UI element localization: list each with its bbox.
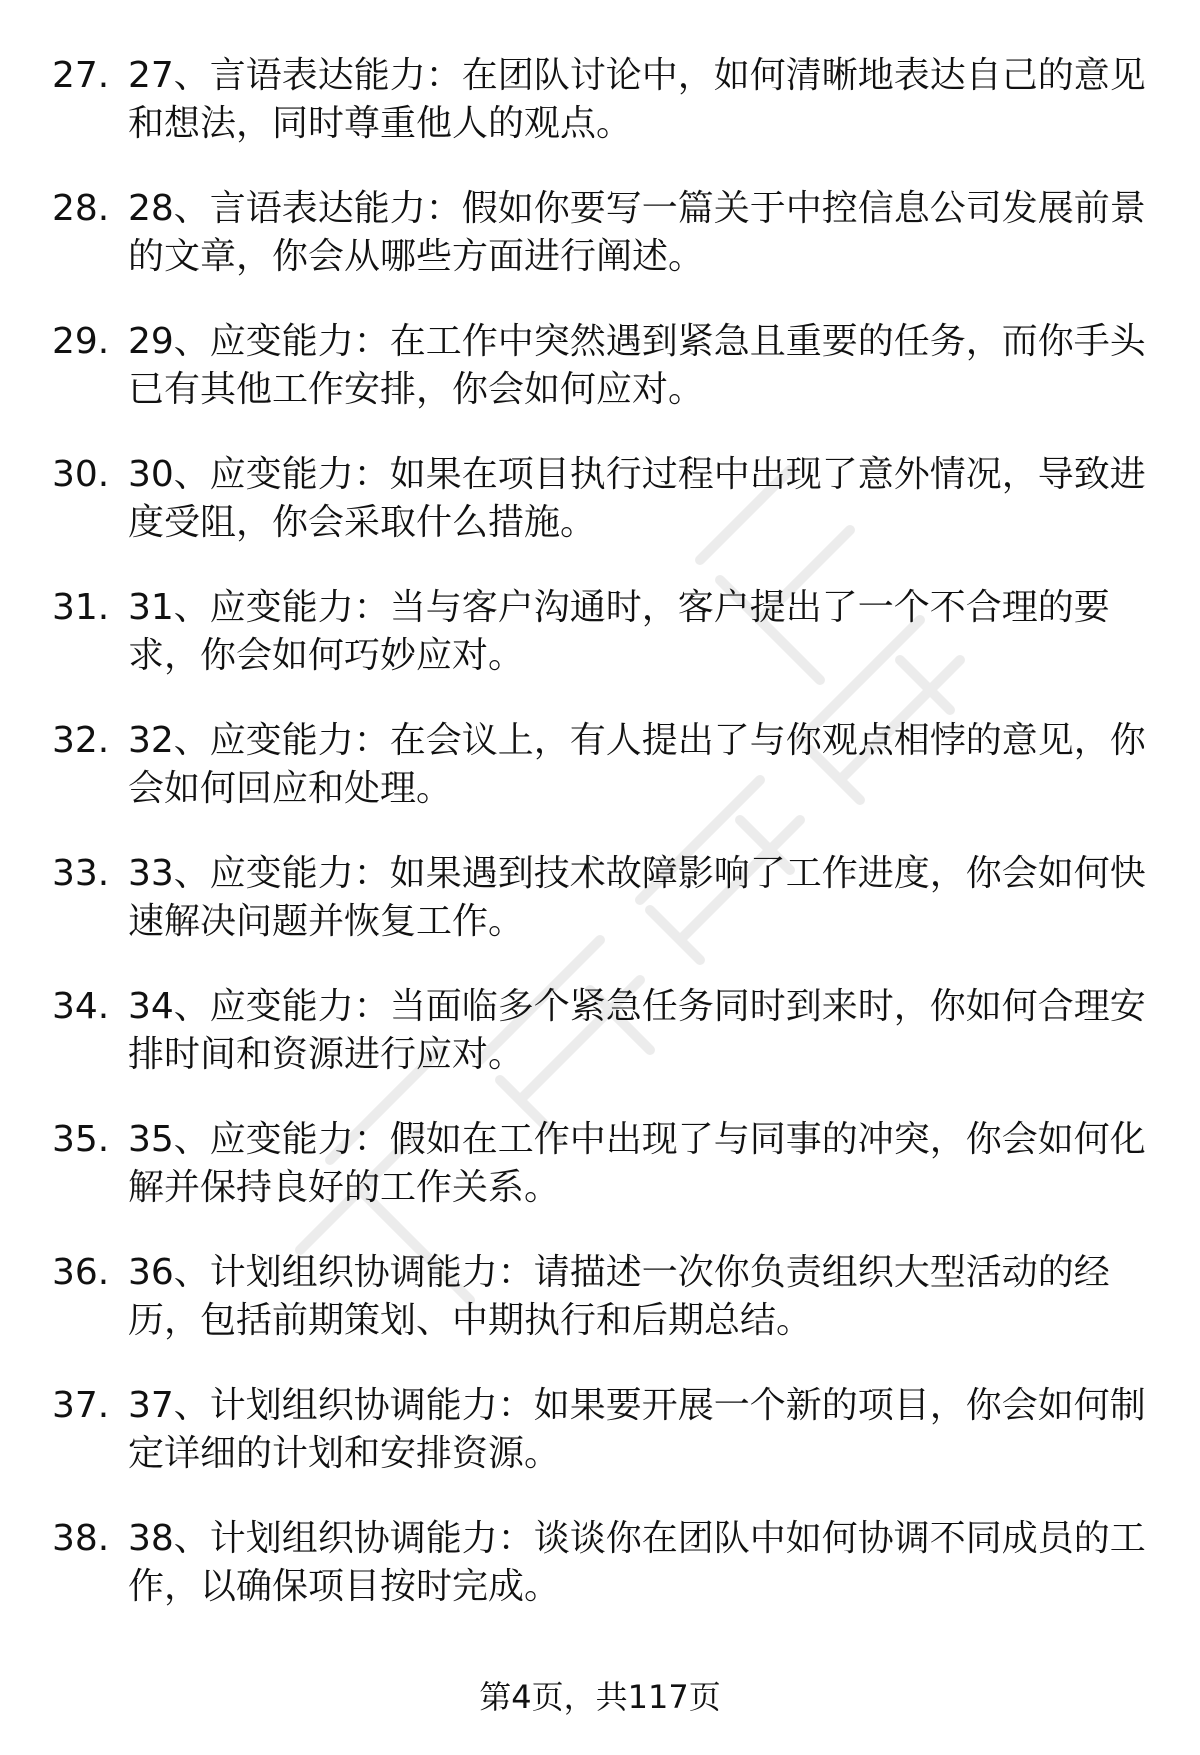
item-text: 28、言语表达能力：假如你要写一篇关于中控信息公司发展前景的文章，你会从哪些方面进行阐述。 — [128, 188, 1146, 277]
list-item — [0, 1382, 1200, 1515]
item-number: 36. — [52, 1252, 110, 1293]
item-text: 35、应变能力：假如在工作中出现了与同事的冲突，你会如何化解并保持良好的工作关系。 — [128, 1119, 1146, 1208]
list-item — [0, 983, 1200, 1116]
item-text: 27、言语表达能力：在团队讨论中，如何清晰地表达自己的意见和想法，同时尊重他人的观点。 — [128, 55, 1146, 144]
item-text: 31、应变能力：当与客户沟通时，客户提出了一个不合理的要求，你会如何巧妙应对。 — [128, 587, 1110, 676]
page-number: 第4页，共117页 — [479, 1678, 721, 1716]
item-text: 36、计划组织协调能力：请描述一次你负责组织大型活动的经历，包括前期策划、中期执行和后期总结。 — [128, 1252, 1110, 1341]
item-text: 30、应变能力：如果在项目执行过程中出现了意外情况，导致进度受阻，你会采取什么措施。 — [128, 454, 1146, 543]
item-number: 27. — [52, 55, 110, 96]
list-item — [0, 1249, 1200, 1382]
list-item — [0, 52, 1200, 185]
item-text: 32、应变能力：在会议上，有人提出了与你观点相悖的意见，你会如何回应和处理。 — [128, 720, 1146, 809]
list-item — [0, 717, 1200, 850]
list-item — [0, 185, 1200, 318]
question-list — [0, 52, 1200, 1648]
list-item — [0, 1515, 1200, 1648]
list-item — [0, 584, 1200, 717]
list-item — [0, 850, 1200, 983]
item-text: 33、应变能力：如果遇到技术故障影响了工作进度，你会如何快速解决问题并恢复工作。 — [128, 853, 1146, 942]
list-item — [0, 1116, 1200, 1249]
item-number: 33. — [52, 853, 110, 894]
item-number: 37. — [52, 1385, 110, 1426]
item-text: 37、计划组织协调能力：如果要开展一个新的项目，你会如何制定详细的计划和安排资源。 — [128, 1385, 1146, 1474]
list-item — [0, 318, 1200, 451]
item-number: 28. — [52, 188, 110, 229]
item-number: 34. — [52, 986, 110, 1027]
item-number: 32. — [52, 720, 110, 761]
item-text: 29、应变能力：在工作中突然遇到紧急且重要的任务，而你手头已有其他工作安排，你会如何应对。 — [128, 321, 1146, 410]
list-item — [0, 451, 1200, 584]
item-text: 34、应变能力：当面临多个紧急任务同时到来时，你如何合理安排时间和资源进行应对。 — [128, 986, 1146, 1075]
item-number: 30. — [52, 454, 110, 495]
item-text: 38、计划组织协调能力：谈谈你在团队中如何协调不同成员的工作，以确保项目按时完成。 — [128, 1518, 1146, 1607]
item-number: 38. — [52, 1518, 110, 1559]
item-number: 31. — [52, 587, 110, 628]
item-number: 29. — [52, 321, 110, 362]
item-number: 35. — [52, 1119, 110, 1160]
